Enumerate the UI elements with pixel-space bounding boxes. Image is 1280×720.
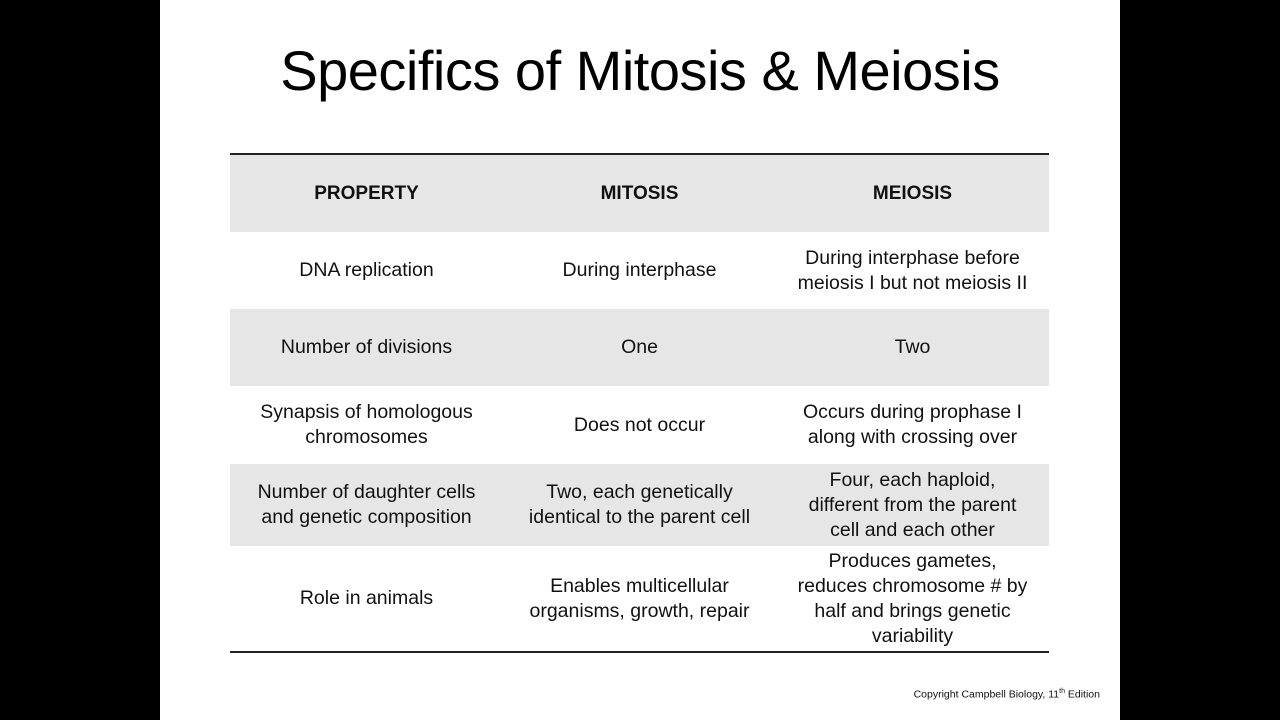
table-row [230, 386, 1049, 464]
header-mitosis: MITOSIS [600, 183, 679, 204]
table-cell: One [621, 336, 658, 358]
table-row [230, 232, 1049, 309]
table-cell: Four, each haploid, different from the parent cell and each other [808, 468, 1017, 541]
copyright-superscript: th [1059, 688, 1065, 695]
table-row [230, 464, 1049, 546]
table-cell: Role in animals [299, 587, 434, 609]
table-cell: Two [894, 336, 931, 358]
slide [160, 0, 1120, 720]
table-cell: DNA replication [299, 259, 434, 281]
table-header-row [230, 155, 1049, 232]
copyright-suffix: Edition [1064, 688, 1100, 701]
copyright-prefix: Copyright Campbell Biology, 11 [913, 688, 1060, 701]
table-cell: During interphase before meiosis I but not meiosis II [797, 246, 1028, 294]
table-cell: Number of divisions [280, 336, 453, 358]
table-cell: Produces gametes, reduces chromosome # by half and brings genetic variability [797, 549, 1028, 647]
table-cell: Number of daughter cells and genetic composition [257, 481, 476, 528]
table-row [230, 546, 1049, 651]
table-cell: Enables multicellular organisms, growth, repair [529, 574, 750, 622]
table-cell: Synapsis of homologous chromosomes [260, 401, 473, 448]
table-cell: Does not occur [573, 413, 706, 436]
slide-title: Specifics of Mitosis & Meiosis [280, 39, 1000, 102]
comparison-table [230, 153, 1049, 653]
table-cell: During interphase [562, 259, 717, 281]
table-cell: Occurs during prophase I along with crossing over [803, 401, 1022, 448]
copyright-notice [914, 688, 1100, 701]
header-meiosis: MEIOSIS [872, 183, 953, 204]
header-property: PROPERTY [314, 183, 419, 204]
table-row [230, 309, 1049, 386]
table-cell: Two, each genetically identical to the parent cell [528, 481, 751, 528]
